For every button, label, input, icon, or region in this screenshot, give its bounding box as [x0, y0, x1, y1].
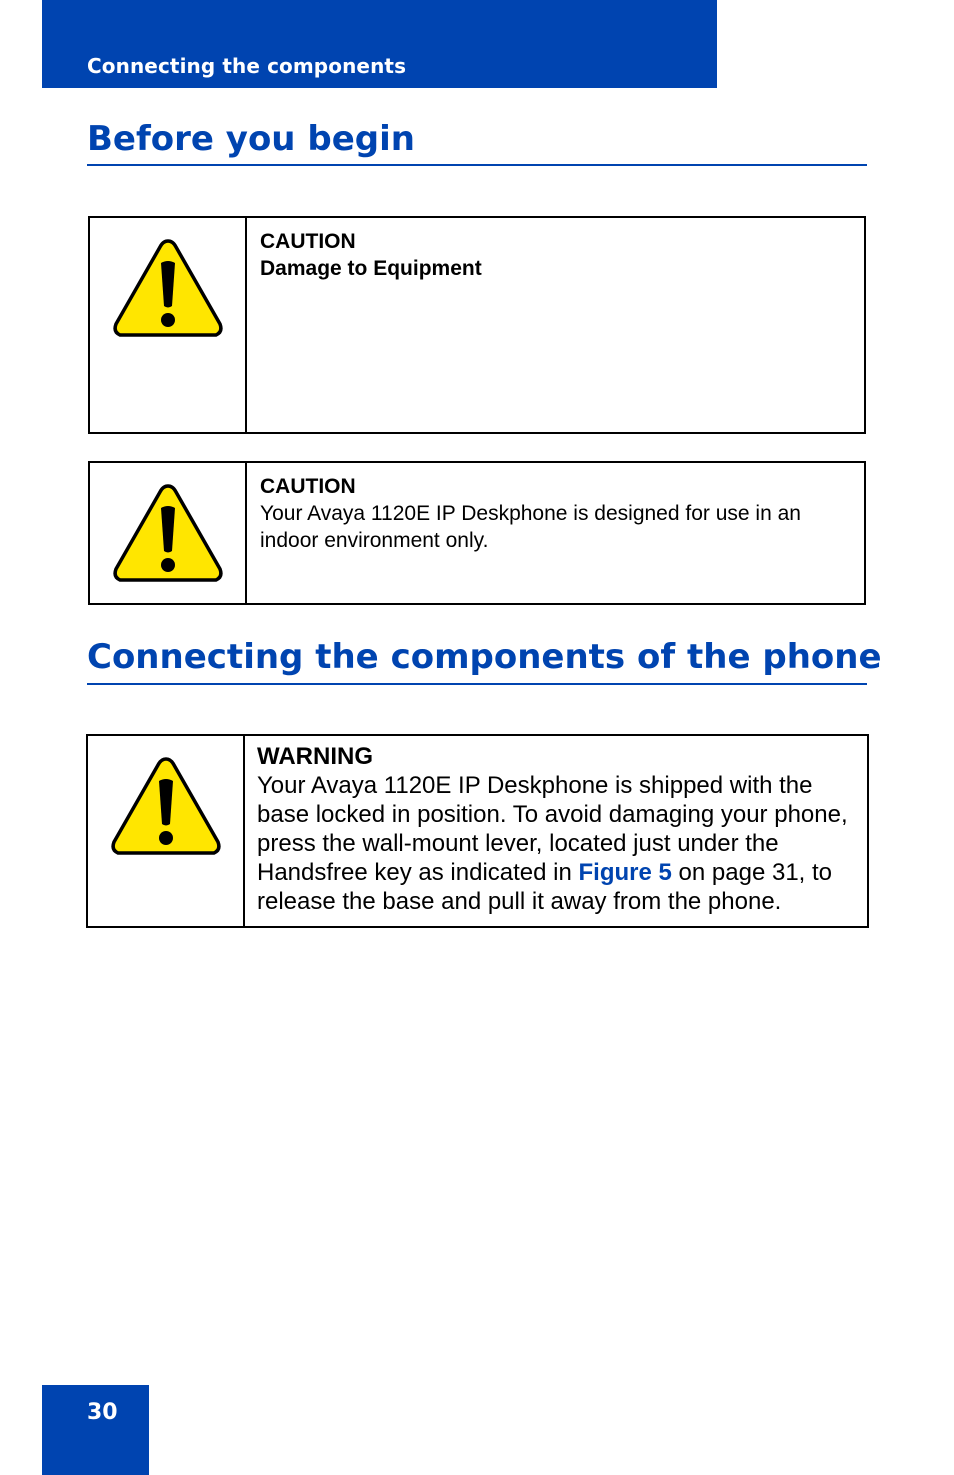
section-title-before-you-begin: Before you begin: [87, 119, 415, 159]
notice-text: [260, 228, 852, 282]
caution-notice-equipment: [88, 216, 866, 434]
section-rule: [87, 683, 867, 685]
warning-triangle-icon: [112, 481, 224, 585]
notice-text: [257, 742, 855, 916]
warning-notice-base-lock: [86, 734, 869, 928]
notice-body-text: on page 31, to release the base and pull it away from the phone.: [257, 859, 833, 915]
section-rule: [87, 164, 867, 166]
notice-label: CAUTION: [260, 475, 356, 498]
notice-subtitle: Damage to Equipment: [260, 257, 482, 280]
notice-icon-cell: [90, 218, 247, 432]
notice-label: WARNING: [257, 743, 373, 770]
notice-icon-cell: [90, 463, 247, 603]
notice-body-text: Your Avaya 1120E IP Deskphone is shipped with the base locked in position. To avoid damaging your phone, press the wall-mount lever, located just under the Handsfree key as indicated in: [257, 772, 848, 886]
warning-triangle-icon: [112, 236, 224, 340]
running-header: Connecting the components: [87, 54, 407, 78]
notice-body: [257, 771, 855, 916]
notice-text: [260, 473, 852, 554]
notice-label: CAUTION: [260, 230, 356, 253]
page-number: 30: [87, 1400, 118, 1425]
header-band: [42, 0, 717, 88]
notice-body: Your Avaya 1120E IP Deskphone is designed for use in an indoor environment only.: [260, 502, 801, 552]
warning-triangle-icon: [110, 754, 222, 858]
page-number-box: [42, 1385, 149, 1475]
notice-icon-cell: [88, 736, 245, 926]
figure-5-link[interactable]: Figure 5: [578, 859, 672, 886]
caution-notice-indoor: [88, 461, 866, 605]
section-title-connecting-components: Connecting the components of the phone: [87, 637, 882, 677]
